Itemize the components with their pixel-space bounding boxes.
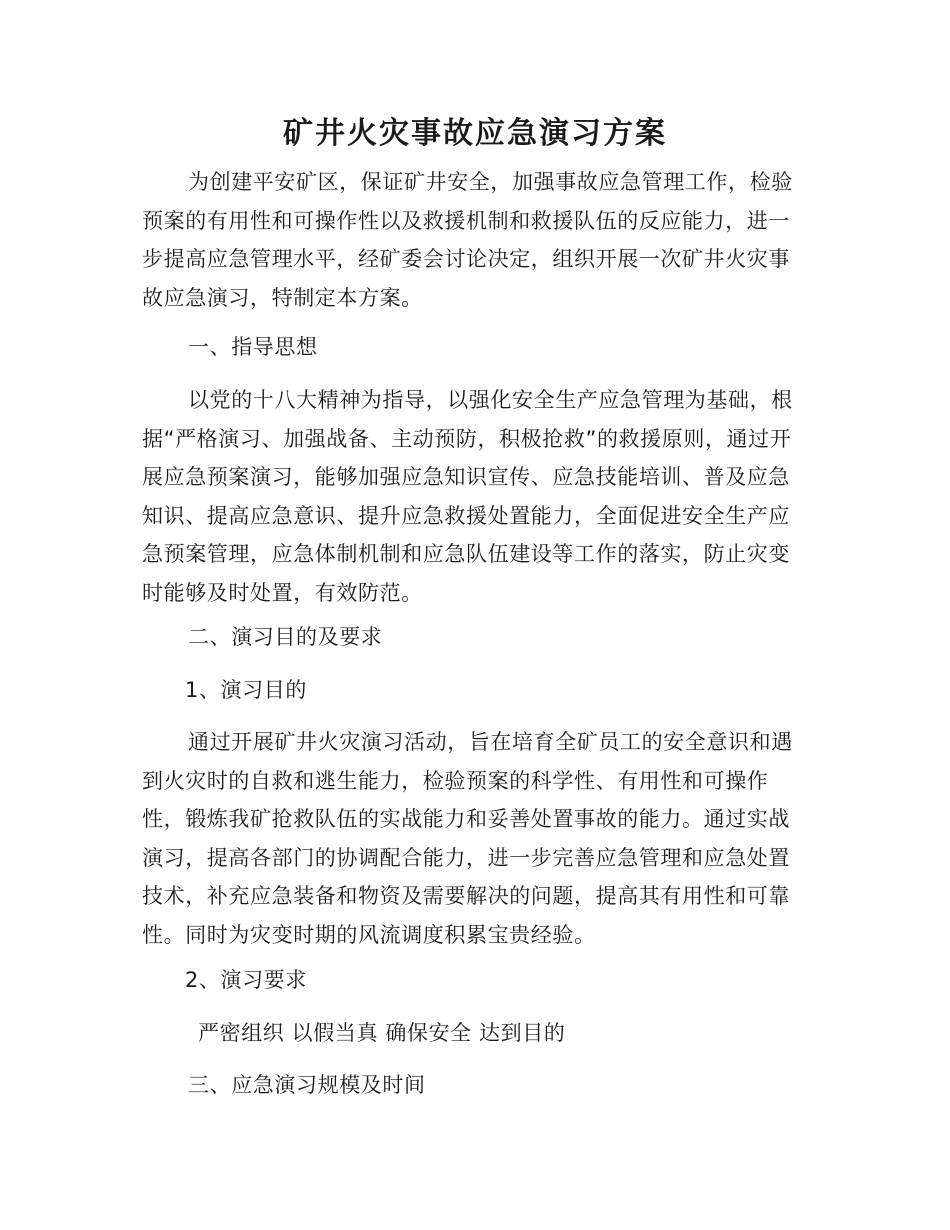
subsection-heading-purpose: 1、演习目的 [185,678,307,702]
guiding-principle-paragraph: 以党的十八大精神为指导，以强化安全生产应急管理为基础，根据“严格演习、加强战备、主动预防，积极抢救”的救援原则，通过开展应急预案演习，能够加强应急知识宣传、应急技能培训、普及应急知识、提高应急意识、提升应急救援处置能力，全面促进安全生产应急预案管理，应急体制机制和应急队伍建设等工作的落实，防止灾变时能够及时处置，有效防范。 [142,388,793,605]
document-title: 矿井火灾事故应急演习方案 [283,116,667,151]
section-heading-scale-time: 三、应急演习规模及时间 [188,1073,426,1097]
section-heading-purpose-requirements: 二、演习目的及要求 [188,625,383,649]
requirements-text: 严密组织 以假当真 确保安全 达到目的 [198,1021,566,1045]
subsection-heading-requirements: 2、演习要求 [185,968,307,992]
purpose-paragraph: 通过开展矿井火灾演习活动，旨在培育全矿员工的安全意识和遇到火灾时的自救和逃生能力，检验预案的科学性、有用性和可操作性，锻炼我矿抢救队伍的实战能力和妥善处置事故的能力。通过实战演习，提高各部门的协调配合能力，进一步完善应急管理和应急处置技术，补充应急装备和物资及需要解决的问题，提高其有用性和可靠性。同时为灾变时期的风流调度积累宝贵经验。 [142,730,793,947]
intro-paragraph: 为创建平安矿区，保证矿井安全，加强事故应急管理工作，检验预案的有用性和可操作性以及救援机制和救援队伍的反应能力，进一步提高应急管理水平，经矿委会讨论决定，组织开展一次矿井火灾事故应急演习，特制定本方案。 [142,170,793,310]
section-heading-guiding-principle: 一、指导思想 [188,335,318,359]
